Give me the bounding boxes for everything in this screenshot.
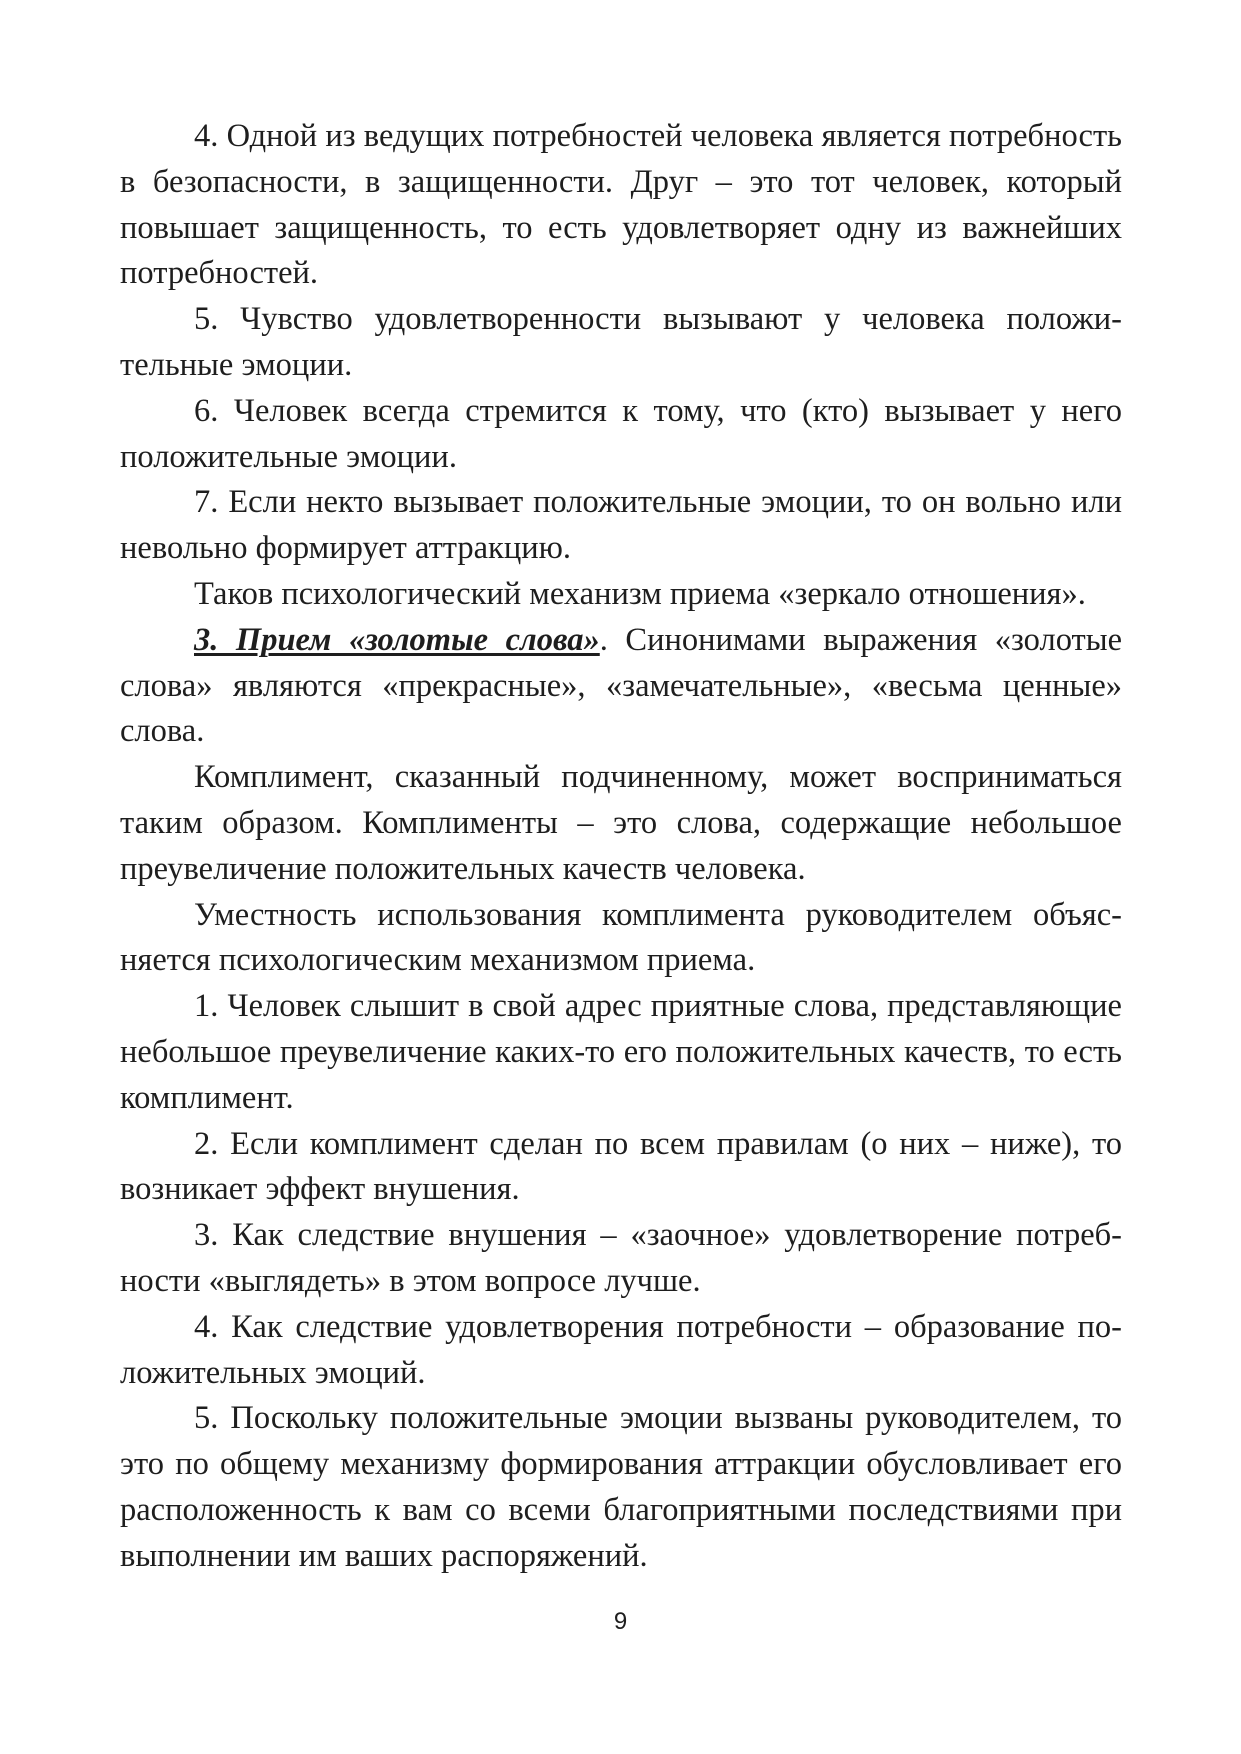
paragraph-attraction: 7. Если некто вызывает положительные эмоции, то он вольно или невольно формирует аттракцию. [120,484,1122,567]
paragraph-satisfaction: 5. Чувство удовлетворенности вызывают у человека положительные эмоции. [120,301,1122,383]
paragraph-strives: 6. Человек всегда стремится к тому, что (кто) вызывает у него положительные эмоции. [120,392,1122,475]
section-heading-text: . Синонимами выражения «золотые слова» являются «прекрасные», «замечательные», «весьма ценные» слова. [120,621,1122,750]
paragraph-compliment-definition: Комплимент, сказанный подчиненному, может восприниматься таким образом. Комплименты – это слова, содержащие небольшое преувеличение положительных качеств человека. [120,759,1122,887]
paragraph-step-1: 1. Человек слышит в свой адрес приятные слова, представляющие небольшое преувеличение каких-то его положительных качеств, то есть комплимент. [120,988,1122,1116]
paragraph-step-4: 4. Как следствие удовлетворения потребности – образование положительных эмоций. [120,1308,1122,1391]
paragraph-golden-words [120,618,1122,755]
page-body [120,114,1122,1580]
page-number: 9 [613,1608,628,1635]
paragraph-need-safety: 4. Одной из ведущих потребностей человека является потребность в безопасности, в защищенности. Друг – это тот человек, который повышает защищенность, то есть удовлетворяет одну из важнейших потребностей. [120,118,1122,292]
paragraph-mirror-mechanism: Таков психологический механизм приема «зеркало отношения». [194,575,1086,612]
paragraph-step-2: 2. Если комплимент сделан по всем правилам (о них – ниже), то возникает эффект внушения. [120,1125,1122,1208]
paragraph-compliment-appropriateness: Уместность использования комплимента руководителем объясняется психологическим механизмом приема. [120,896,1122,979]
section-heading-golden-words: 3. Прием «золотые слова» [194,621,600,658]
paragraph-step-3: 3. Как следствие внушения – «заочное» удовлетворение потребности «выглядеть» в этом вопросе лучше. [120,1217,1122,1299]
paragraph-step-5: 5. Поскольку положительные эмоции вызваны руководителем, то это по общему механизму формирования аттракции обусловливает его расположенность к вам со всеми благоприятными последствиями при выполнении им ваших распоряжений. [120,1400,1122,1574]
